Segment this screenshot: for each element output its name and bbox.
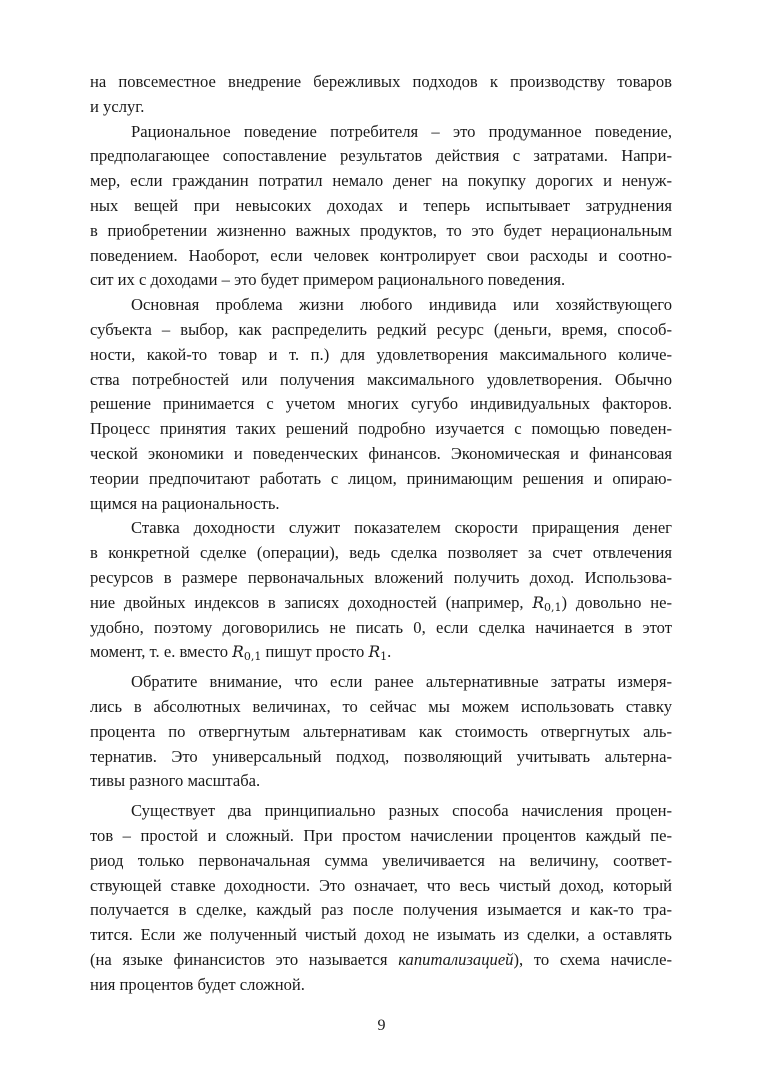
text-line: получается в сделке, каждый раз после получения изымается и как-то тра- xyxy=(90,900,672,920)
text-line: поведением. Наоборот, если человек контролирует свои расходы и соотно- xyxy=(90,245,672,265)
text-line: удобно, поэтому договорились не писать 0, если сделка начинается в этот xyxy=(90,617,672,637)
text-line: предполагающее сопоставление результатов действия с затратами. Напри- xyxy=(90,146,672,166)
page-number: 9 xyxy=(377,1017,386,1034)
text-line: Обратите внимание, что если ранее альтернативные затраты измеря- xyxy=(131,672,672,692)
paragraph-main-problem xyxy=(90,293,672,516)
text-line: ния процентов будет сложной. xyxy=(90,974,305,994)
text-line: мер, если гражданин потратил немало денег на покупку дорогих и ненуж- xyxy=(90,171,672,191)
text-fragment: момент, т. е. вместо xyxy=(90,642,233,662)
text-line xyxy=(90,591,672,616)
text-line: щимся на рациональность. xyxy=(90,493,280,513)
text-line: тов – простой и сложный. При простом начислении процентов каждый пе- xyxy=(90,825,672,845)
text-fragment: ) довольно не- xyxy=(561,592,672,612)
text-line: ствующей ставке доходности. Это означает, что весь чистый доход, который xyxy=(90,875,672,895)
text-line: решение принимается с учетом многих сугубо индивидуальных факторов. xyxy=(90,394,672,414)
text-line: в приобретении жизненно важных продуктов, то это будет нерациональным xyxy=(90,220,672,240)
text-fragment: . xyxy=(387,642,392,662)
subscript-01: 0,1 xyxy=(243,650,262,664)
text-line: риод только первоначальная сумма увеличивается на величину, соответ- xyxy=(90,850,672,870)
text-line: на повсеместное внедрение бережливых подходов к производству товаров xyxy=(90,72,672,91)
paragraph-rational-behavior xyxy=(90,120,672,294)
text-fragment: ), то схема начисле- xyxy=(513,949,672,969)
subscript-01: 0,1 xyxy=(544,600,562,614)
subscript-1: 1 xyxy=(380,650,388,664)
text-line: тивы разного масштаба. xyxy=(90,771,261,791)
formula-r01 xyxy=(232,643,262,664)
text-line: ности, какой-то товар и т. п.) для удовлетворения максимального количе- xyxy=(90,344,672,364)
text-line xyxy=(90,948,672,973)
text-line: ства потребностей или получения максимального удовлетворения. Обычно xyxy=(90,369,672,389)
symbol-r: R xyxy=(368,643,381,662)
text-line: в конкретной сделке (операции), ведь сделка позволяет за счет отвлечения xyxy=(90,543,672,563)
text-line xyxy=(90,640,672,665)
symbol-r: R xyxy=(232,643,244,662)
text-fragment: ние двойных индексов в записях доходностей (например, xyxy=(90,592,533,612)
text-line: тится. Если же полученный чистый доход не изымать из сделки, а оставлять xyxy=(90,925,672,945)
text-line: и услуг. xyxy=(90,96,145,116)
text-line: теории предпочитают работать с лицом, принимающим решения и опираю- xyxy=(90,468,672,488)
text-fragment: (на языке финансистов это называется xyxy=(90,949,399,969)
text-line: тернатив. Это универсальный подход, позволяющий учитывать альтерна- xyxy=(90,746,672,766)
text-line: Рациональное поведение потребителя – это продуманное поведение, xyxy=(131,121,672,141)
formula-r1 xyxy=(368,643,388,664)
page-body xyxy=(90,70,672,997)
text-line: Основная проблема жизни любого индивида или хозяйствующего xyxy=(131,295,672,315)
text-fragment: пишут просто xyxy=(261,642,369,662)
text-line: ческой экономики и поведенческих финансов. Экономическая и финансовая xyxy=(90,443,672,463)
text-line: сит их с доходами – это будет примером рационального поведения. xyxy=(90,270,566,290)
paragraph-rate-of-return xyxy=(90,516,672,665)
text-line: Существует два принципиально разных способа начисления процен- xyxy=(131,801,672,821)
text-line: лись в абсолютных величинах, то сейчас мы можем использовать ставку xyxy=(90,696,672,716)
paragraph-interest-methods xyxy=(90,799,672,997)
text-line: процента по отвергнутым альтернативам как стоимость отвергнутых аль- xyxy=(90,721,672,741)
text-line: Процесс принятия таких решений подробно изучается с помощью поведен- xyxy=(90,419,672,439)
paragraph-continuation xyxy=(90,70,672,120)
text-line: ресурсов в размере первоначальных вложений получить доход. Использова- xyxy=(90,567,672,587)
formula-r01 xyxy=(532,594,561,612)
symbol-r: R xyxy=(532,593,545,612)
text-line: субъекта – выбор, как распределить редкий ресурс (деньги, время, способ- xyxy=(90,319,672,339)
text-line: ных вещей при невысоких доходах и теперь испытывает затруднения xyxy=(90,195,672,215)
text-line: Ставка доходности служит показателем скорости приращения денег xyxy=(131,518,672,538)
paragraph-opportunity-cost xyxy=(90,670,672,794)
italic-term: капитализацией xyxy=(398,949,514,969)
